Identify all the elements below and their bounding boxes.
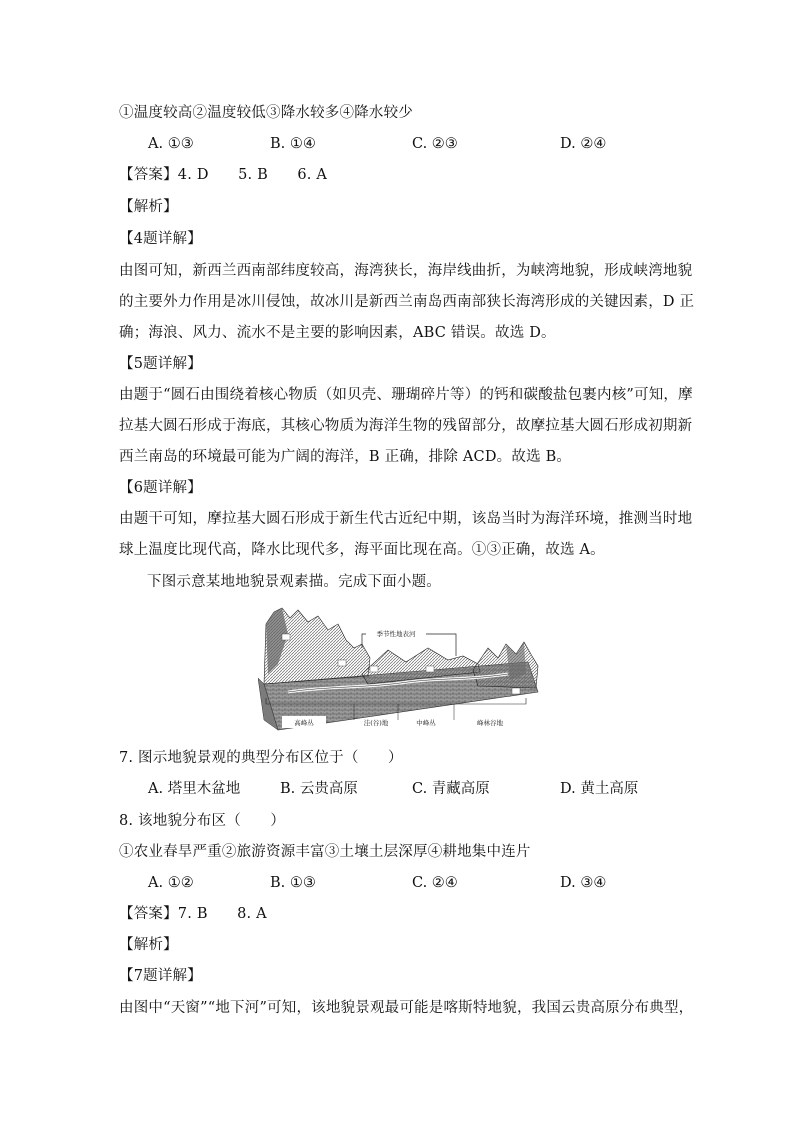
q4-text-line: 确；海浪、风力、流水不是主要的影响因素，ABC 错误。故选 D。 (119, 325, 556, 341)
karst-landscape-figure (258, 604, 542, 736)
choice-b: B. 云贵高原 (280, 781, 358, 797)
seasonal-river-label: 季节性地表河 (376, 630, 416, 638)
label-marker (338, 660, 346, 666)
q8-stem: 8. 该地貌分布区（ ） (119, 813, 286, 829)
choice-a: A. ①② (148, 875, 194, 891)
choice-d: D. ③④ (560, 875, 607, 891)
options-line-prev: ①温度较高②温度较低③降水较多④降水较少 (119, 105, 413, 121)
q5-text-line: 西兰南岛的环境最可能为广阔的海洋，B 正确，排除 ACD。故选 B。 (119, 449, 572, 465)
q7-stem: 7. 图示地貌景观的典型分布区位于（ ） (119, 750, 403, 766)
q5-heading: 【5题详解】 (119, 356, 202, 372)
q6-text-line: 由题干可知，摩拉基大圆石形成于新生代古近纪中期，该岛当时为海洋环境，推测当时地 (119, 511, 693, 527)
q6-text-line: 球上温度比现代高，降水比现代多，海平面比现在高。①③正确，故选 A。 (119, 542, 605, 558)
q6-heading: 【6题详解】 (119, 480, 202, 496)
choice-b: B. ①③ (270, 875, 316, 891)
q4-heading: 【4题详解】 (119, 231, 202, 247)
answer-line-1: 【答案】4. D 5. B 6. A (119, 167, 328, 183)
zone-label-valley: 洼(谷)地 (363, 719, 389, 727)
choice-d: D. ②④ (560, 136, 607, 152)
choice-a: A. ①③ (148, 136, 194, 152)
zone-label-peak-forest: 峰林谷地 (477, 719, 503, 727)
choice-b: B. ①④ (270, 136, 316, 152)
choice-c: C. 青藏高原 (412, 781, 490, 797)
karst-sketch-svg (258, 604, 542, 736)
label-marker (512, 688, 520, 694)
q7-text-line: 由图中“天窗”“地下河”可知，该地貌景观最可能是喀斯特地貌，我国云贵高原分布典型， (119, 1000, 694, 1016)
analysis-heading-1: 【解析】 (119, 199, 178, 215)
peak-forest (473, 642, 538, 688)
zone-label-mid-peaks: 中峰丛 (416, 719, 436, 727)
figure-intro: 下图示意某地地貌景观素描。完成下面小题。 (147, 574, 441, 590)
analysis-heading-2: 【解析】 (119, 937, 178, 953)
q4-text-line: 由图可知，新西兰西南部纬度较高，海湾狭长，海岸线曲折，为峡湾地貌，形成峡湾地貌 (119, 263, 693, 279)
label-marker (282, 634, 290, 640)
q8-options-line: ①农业春旱严重②旅游资源丰富③土壤土层深厚④耕地集中连片 (119, 844, 531, 860)
label-marker (426, 666, 434, 672)
choice-d: D. 黄土高原 (560, 781, 639, 797)
q7-heading: 【7题详解】 (119, 968, 202, 984)
choice-a: A. 塔里木盆地 (148, 781, 241, 797)
answer-line-2: 【答案】7. B 8. A (119, 906, 267, 922)
zone-label-high-peaks: 高峰丛 (294, 719, 314, 727)
choice-c: C. ②④ (412, 875, 458, 891)
q4-text-line: 的主要外力作用是冰川侵蚀，故冰川是新西兰南岛西南部狭长海湾形成的关键因素，D 正 (119, 294, 695, 310)
q5-text-line: 由题于“圆石由围绕着核心物质（如贝壳、珊瑚碎片等）的钙和碳酸盐包裹内核”可知，摩 (119, 387, 693, 403)
label-marker (370, 666, 378, 672)
q5-text-line: 拉基大圆石形成于海底，其核心物质为海洋生物的残留部分，故摩拉基大圆石形成初期新 (119, 418, 693, 434)
choice-c: C. ②③ (412, 136, 458, 152)
